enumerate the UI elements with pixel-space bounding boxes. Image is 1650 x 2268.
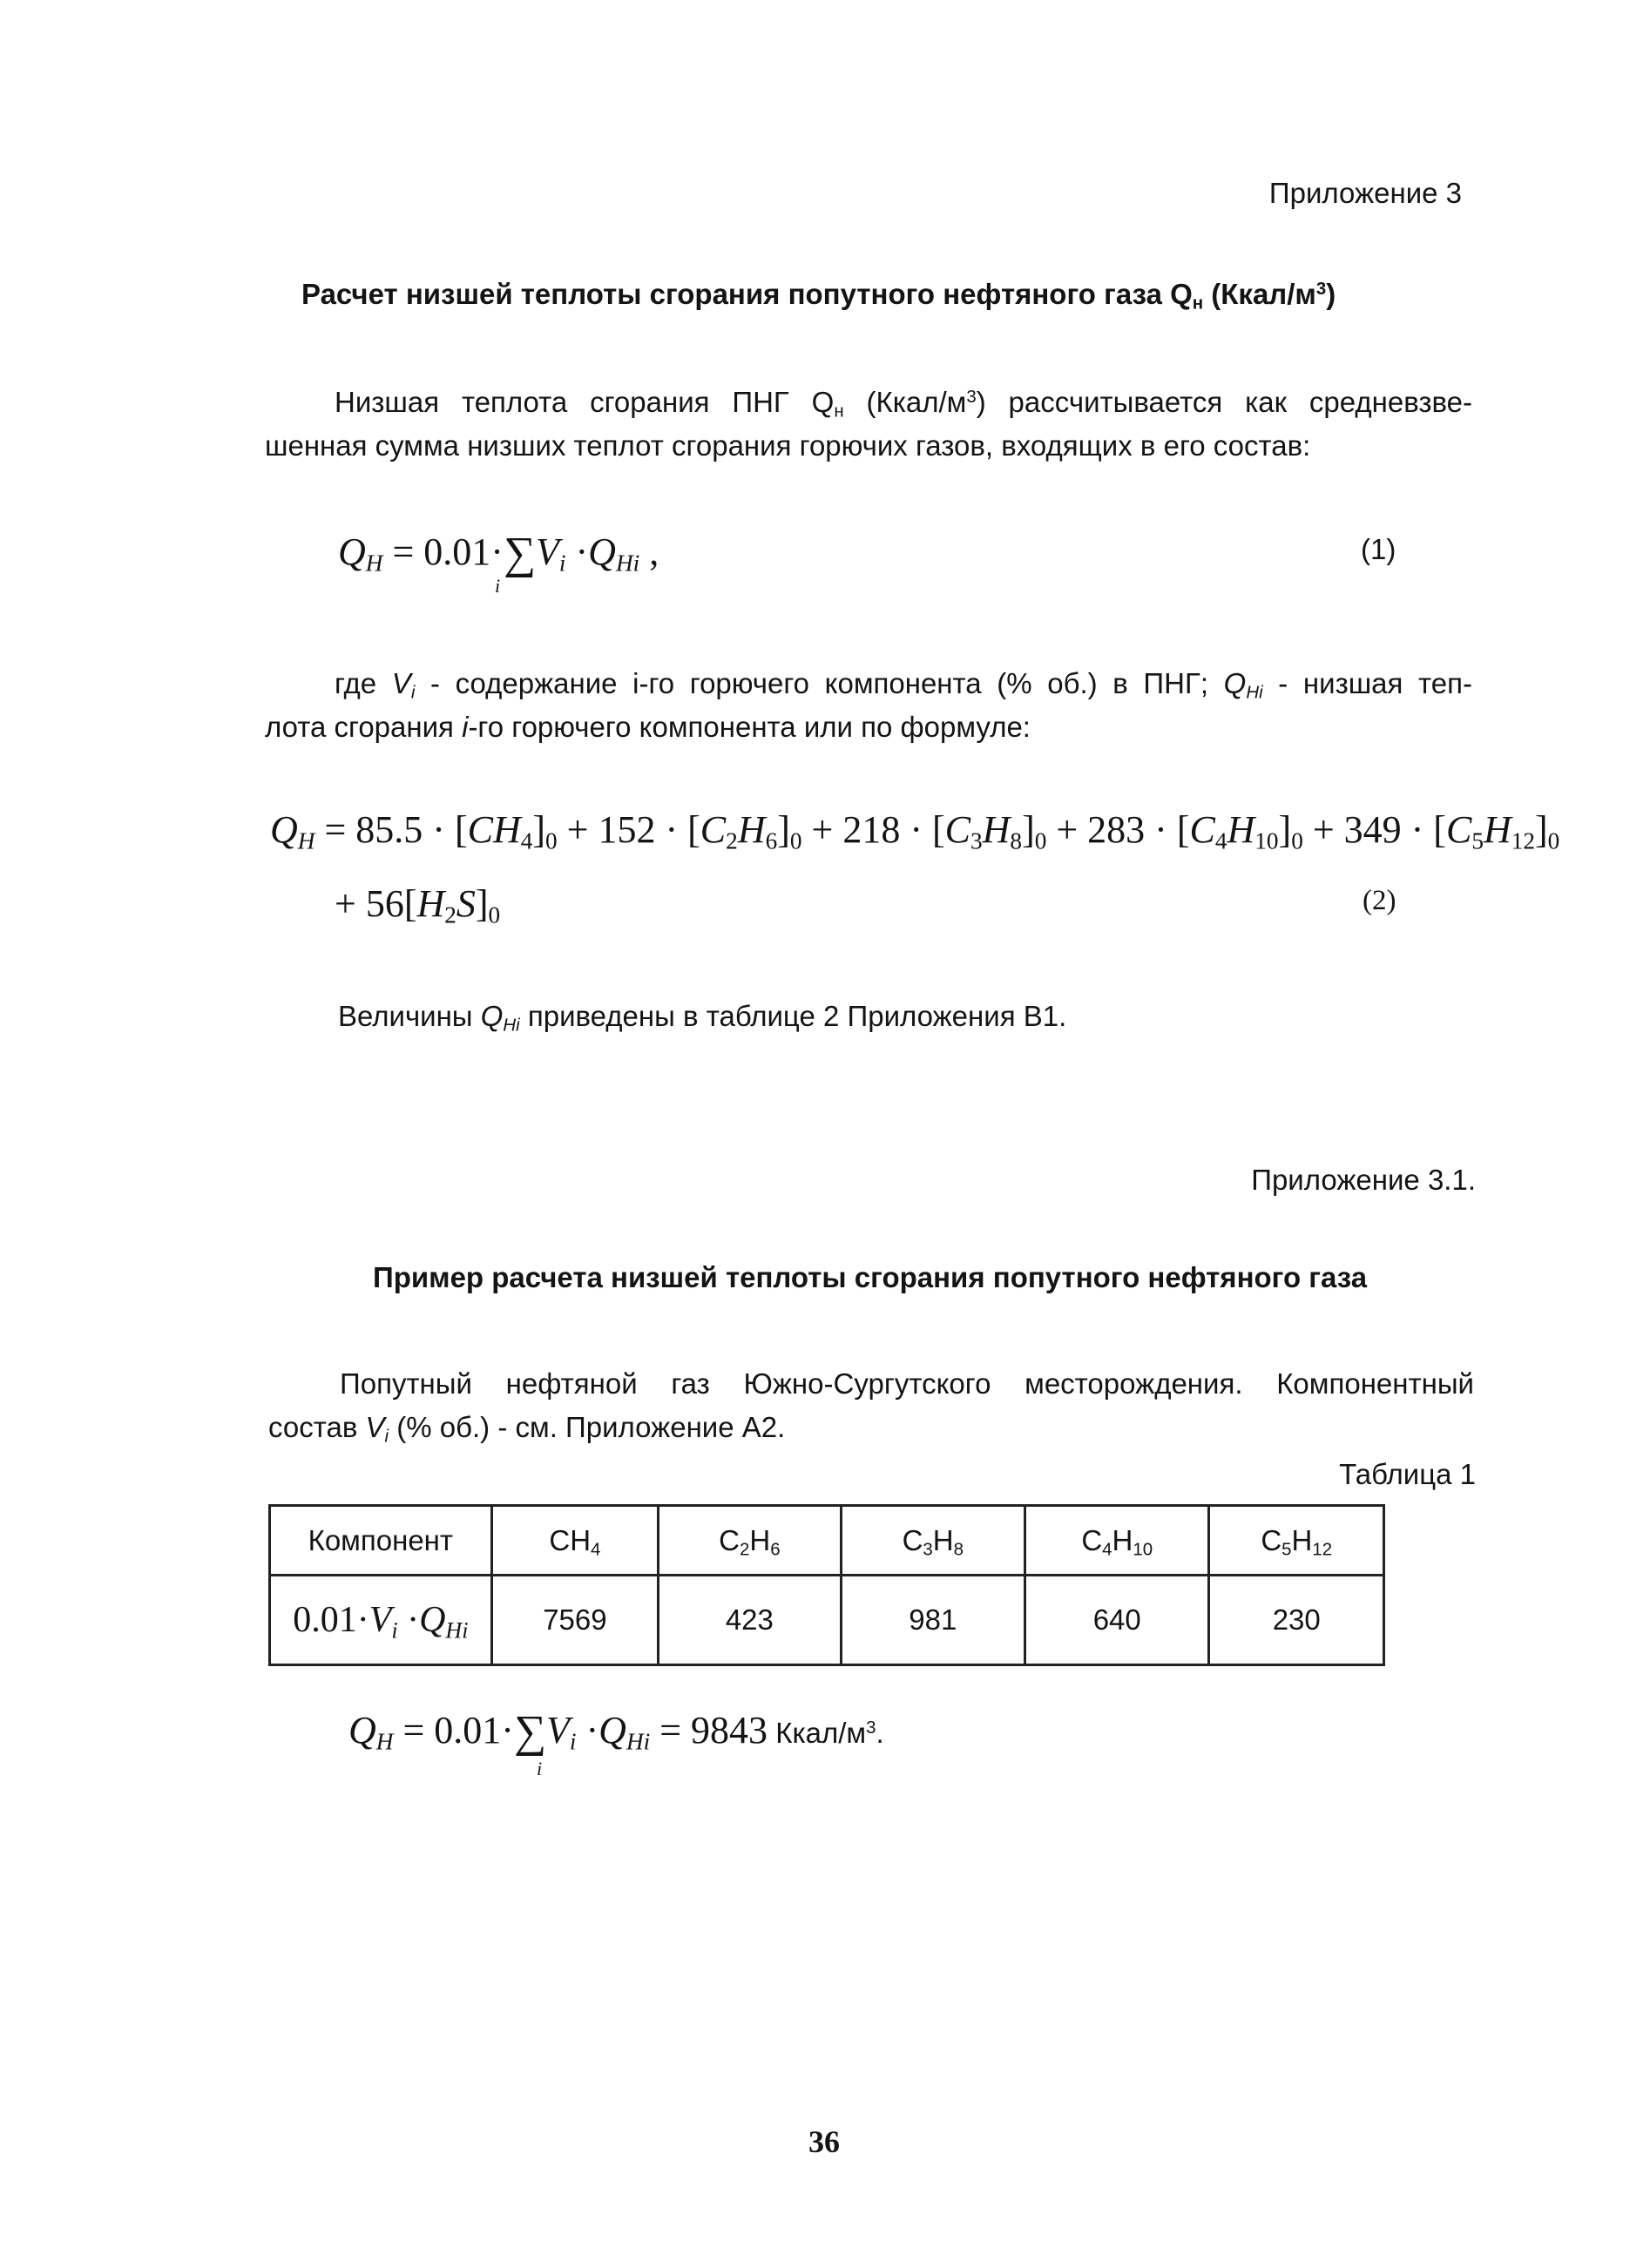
formula-2-line-1-segment: C (1445, 808, 1472, 851)
title-unit-sup: 3 (1315, 278, 1327, 299)
col-sub: 5 (1281, 1539, 1292, 1560)
example-text-b: (% об.) - см. Приложение А2. (389, 1411, 786, 1443)
table-header-row (270, 1506, 1384, 1576)
table-cell: 7569 (491, 1576, 659, 1665)
where-v-sub: i (410, 682, 416, 703)
formula-2-line-1-segment: 4 (1214, 827, 1227, 854)
table-cell: 981 (841, 1576, 1024, 1665)
intro-line-1 (265, 381, 1472, 424)
r-v-sub: i (569, 1728, 577, 1755)
f1-tail: , (639, 530, 659, 573)
row-label-dot: · (397, 1600, 420, 1640)
values-note-b: приведены в таблице 2 Приложения В1. (519, 1000, 1067, 1032)
formula-2-line-1-segment: + 152 · [ (557, 808, 700, 851)
formula-1-number: (1) (1361, 533, 1396, 565)
where-v: V (391, 667, 411, 699)
formula-2-line-1-segment: + 349 · [ (1302, 808, 1446, 851)
col-base: C (1261, 1523, 1282, 1556)
formula-2-line-1-segment: 0 (545, 827, 558, 854)
f1-sigma: ∑ (503, 529, 537, 578)
formula-2-line-1-segment: H (737, 808, 766, 851)
formula-2-line-1-segment: 2 (726, 827, 738, 854)
formula-2-line-2-segment: ] (475, 882, 489, 925)
formula-1 (338, 524, 659, 578)
result-formula (348, 1703, 884, 1759)
intro-sub: н (834, 401, 844, 422)
f1-eq: = 0.01· (382, 530, 504, 573)
example-line-1: Попутный нефтяной газ Южно-Сургутского месторождения. Компонентный (340, 1367, 1474, 1400)
where-q-sub: Hi (1246, 682, 1263, 703)
appendix-3-1-title: Пример расчета низшей теплоты сгорания попутного нефтяного газа (373, 1261, 1368, 1293)
formula-2-line-1-segment: 3 (970, 827, 983, 854)
where-q: Q (1223, 667, 1247, 699)
formula-2-line-1-segment: 0 (1291, 827, 1303, 854)
appendix-3-1-label (1251, 1158, 1476, 1202)
r-value: = 9843 (650, 1709, 768, 1752)
col-sub2: 12 (1312, 1539, 1333, 1560)
col-sub2: 8 (953, 1539, 964, 1560)
row-label-a: 0.01· (293, 1600, 369, 1640)
formula-2-line-1-segment: 10 (1254, 827, 1279, 854)
f1-v-sub: i (558, 550, 566, 577)
intro-text-c: ) рассчитывается как средневзве- (976, 386, 1472, 418)
f1-q-sub: Hi (615, 550, 640, 577)
table-header-cell (491, 1506, 659, 1576)
formula-2-line-1-segment: + 283 · [ (1046, 808, 1190, 851)
values-note-a: Величины (338, 1000, 481, 1032)
formula-2-line-2-segment: S (456, 882, 476, 925)
formula-2-line-2-segment: + 56[ (335, 882, 417, 925)
example-v: V (365, 1411, 385, 1443)
col-base2: H (932, 1523, 954, 1556)
formula-2-line-1-segment: Q (270, 808, 298, 851)
intro-text-a: Низшая теплота сгорания ПНГ Q (335, 386, 835, 418)
where-text-b: - содержание i-го горючего компонента (% об.) в ПНГ; (415, 667, 1224, 699)
appendix-3-label-text: Приложение 3 (1268, 177, 1462, 209)
formula-2-line-1-segment: H (982, 808, 1011, 851)
f1-sigma-index: i (495, 575, 501, 597)
formula-2-number: (2) (1363, 885, 1396, 916)
col-sub2: 6 (770, 1539, 781, 1560)
title-text: Расчет низшей теплоты сгорания попутного нефтяного газа Q (301, 278, 1193, 310)
f1-q: Q (588, 530, 616, 573)
col-base: C (1081, 1523, 1103, 1556)
title-unit-end: ) (1326, 278, 1336, 310)
where-line-2 (265, 705, 1472, 749)
page-number: 36 (808, 2124, 840, 2159)
values-note-q: Q (480, 1000, 504, 1032)
example-v-sub: i (384, 1426, 389, 1447)
intro-line-2: шенная сумма низших теплот сгорания горючих газов, входящих в его состав: (265, 429, 1311, 462)
where-text-d: лота сгорания (265, 711, 463, 743)
table-row-label (270, 1576, 492, 1665)
table-cell: 230 (1209, 1576, 1384, 1665)
intro-sup: 3 (966, 386, 977, 407)
values-note (338, 995, 1066, 1038)
f1-lhs: Q (338, 530, 366, 573)
formula-2-line-1-segment: H (297, 827, 315, 854)
col-base2: H (1291, 1523, 1313, 1556)
r-v: V (546, 1709, 570, 1752)
formula-2-line-1-segment: ] (532, 808, 546, 851)
table-cell: 423 (659, 1576, 841, 1665)
row-label-v-sub: i (391, 1617, 398, 1644)
formula-2-line-1-segment: 0 (1034, 827, 1047, 854)
formula-2-line-2 (335, 878, 500, 930)
table-cell: 640 (1025, 1576, 1209, 1665)
f1-dot: · (565, 530, 589, 573)
formula-2-line-1-segment: ] (1022, 808, 1035, 851)
formula-2-line-1-segment: 4 (520, 827, 533, 854)
appendix-3-title (301, 273, 1336, 316)
formula-2-line-1-segment: H (1483, 808, 1511, 851)
formula-2-line-1-segment: ] (1535, 808, 1548, 851)
values-note-sub: Hi (503, 1015, 520, 1036)
r-eq: = 0.01· (393, 1709, 514, 1752)
appendix-3-1-label-text: Приложение 3.1. (1251, 1164, 1476, 1196)
r-unit-group (768, 1717, 884, 1749)
r-sigma-index: i (537, 1758, 543, 1779)
col-base: CH (549, 1523, 592, 1556)
formula-2-line-1-segment: ] (777, 808, 790, 851)
example-paragraph (268, 1362, 1474, 1449)
formula-2-line-2-segment: 2 (444, 901, 456, 928)
example-text-a: состав (268, 1411, 366, 1443)
where-text-a: где (335, 667, 392, 699)
row-label-v: V (369, 1600, 392, 1640)
components-table (268, 1504, 1385, 1666)
col-sub: 2 (739, 1539, 750, 1560)
where-line-1 (265, 662, 1472, 705)
table-header-cell (1209, 1506, 1384, 1576)
formula-2-line-1-segment: C (944, 808, 970, 851)
formula-2-line-1-segment: 6 (765, 827, 778, 854)
col-sub: 4 (591, 1539, 601, 1560)
formula-2-line-1-segment: 12 (1511, 827, 1535, 854)
where-text-e: -го горючего компонента или по формуле: (468, 711, 1031, 743)
col-base2: H (1112, 1523, 1133, 1556)
formula-2-line-1-segment: 0 (1547, 827, 1560, 854)
r-sigma: ∑ (513, 1707, 547, 1757)
intro-text-b: (Ккал/м (843, 386, 967, 418)
col-base: C (902, 1523, 923, 1556)
row-label-q: Q (419, 1600, 446, 1640)
table-header-cell (1025, 1506, 1209, 1576)
r-lhs: Q (348, 1709, 376, 1752)
intro-paragraph (265, 381, 1472, 468)
table-header-cell (841, 1506, 1024, 1576)
r-unit-sup: 3 (866, 1717, 876, 1738)
r-q: Q (598, 1709, 626, 1752)
formula-2-line-1-segment: 8 (1010, 827, 1023, 854)
formula-2-line-1 (270, 804, 1559, 856)
col-sub2: 10 (1133, 1539, 1153, 1560)
formula-2-line-1-segment: CH (467, 808, 521, 851)
formula-2-line-1-segment: + 218 · [ (801, 808, 945, 851)
table-caption: Таблица 1 (1339, 1458, 1476, 1490)
formula-2-line-1-segment: C (1189, 808, 1215, 851)
r-lhs-sub: H (375, 1728, 394, 1755)
formula-2-line-2-segment: H (416, 882, 445, 925)
col-sub: 4 (1102, 1539, 1112, 1560)
f1-v: V (536, 530, 559, 573)
header-first-text: Компонент (308, 1523, 454, 1556)
table-header-cell (270, 1506, 492, 1576)
col-base2: H (749, 1523, 771, 1556)
table-header-cell (659, 1506, 841, 1576)
r-unit-end: . (876, 1717, 884, 1749)
title-unit: (Ккал/м (1203, 278, 1316, 310)
formula-2-line-1-segment: C (700, 808, 727, 851)
r-dot: · (576, 1709, 599, 1752)
col-base: C (719, 1523, 740, 1556)
formula-2-line-2-segment: 0 (488, 901, 501, 928)
table-row (270, 1576, 1384, 1665)
row-label-q-sub: Hi (445, 1617, 469, 1644)
where-i: i (462, 711, 469, 743)
example-line-2 (268, 1406, 1474, 1449)
r-unit: Ккал/м (768, 1717, 867, 1749)
formula-2-line-1-segment: 0 (789, 827, 802, 854)
appendix-3-label (1269, 172, 1462, 215)
title-sub: н (1192, 293, 1204, 314)
formula-2-line-1-segment: H (1227, 808, 1255, 851)
formula-2-line-1-segment: ] (1278, 808, 1292, 851)
formula-2-line-1-segment: 5 (1471, 827, 1484, 854)
where-text-c: - низшая теп- (1262, 667, 1472, 699)
col-sub: 3 (923, 1539, 933, 1560)
f1-lhs-sub: H (365, 550, 383, 577)
formula-2-line-1-segment: = 85.5 · [ (314, 808, 468, 851)
where-paragraph (265, 662, 1472, 749)
r-q-sub: Hi (626, 1728, 651, 1755)
